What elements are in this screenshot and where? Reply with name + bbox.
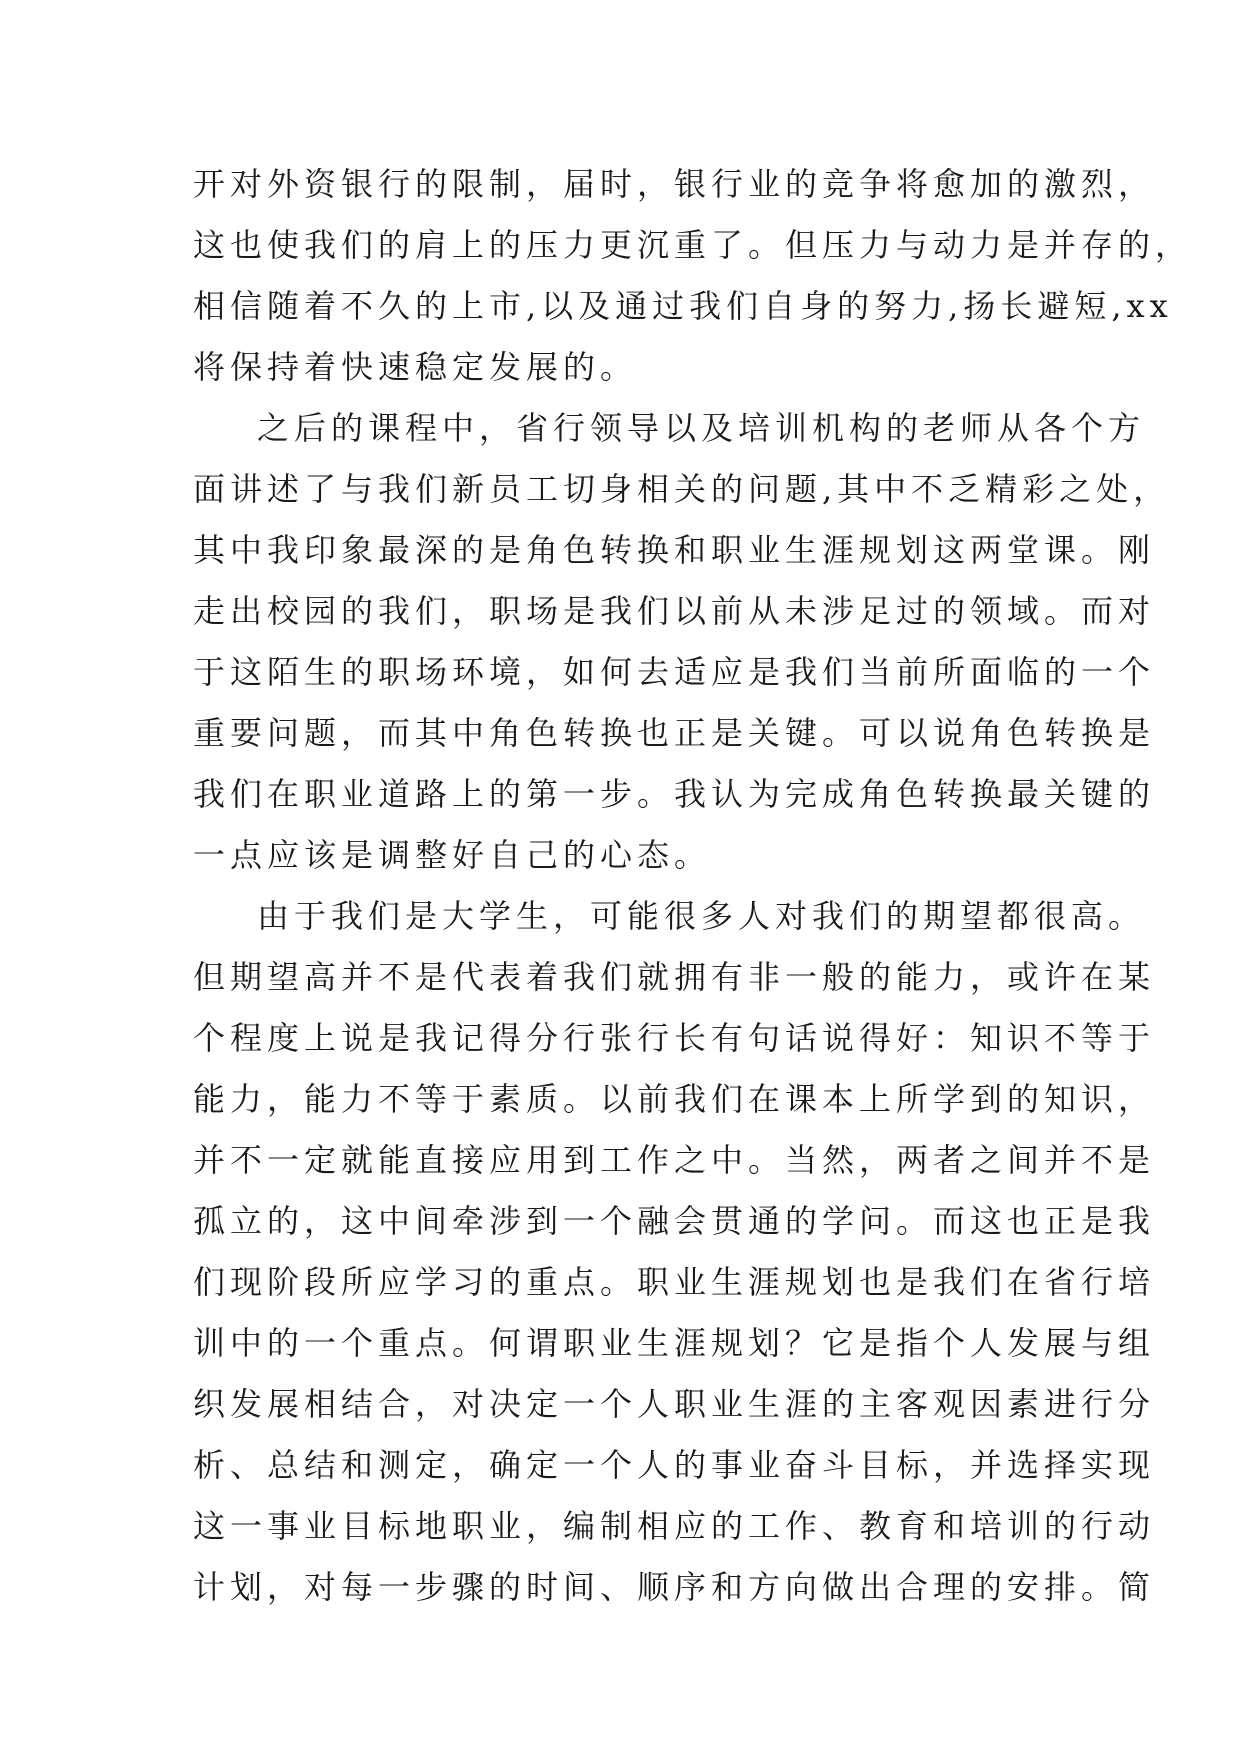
text-line: 将保持着快速稳定发展的。 <box>193 348 638 386</box>
text-line: 织发展相结合，对决定一个人职业生涯的主客观因素进行分 <box>193 1385 1156 1423</box>
paragraph-first-line: 由于我们是大学生，可能很多人对我们的期望都很高。 <box>257 897 1146 935</box>
text-line: 但期望高并不是代表着我们就拥有非一般的能力，或许在某 <box>193 958 1156 996</box>
text-line: 析、总结和测定，确定一个人的事业奋斗目标，并选择实现 <box>193 1446 1156 1484</box>
text-line: 相信随着不久的上市,以及通过我们自身的努力,扬长避短,xx <box>193 287 1173 325</box>
text-line: 这也使我们的肩上的压力更沉重了。但压力与动力是并存的， <box>193 226 1193 264</box>
text-line: 个程度上说是我记得分行张行长有句话说得好：知识不等于 <box>193 1019 1156 1057</box>
text-line: 们现阶段所应学习的重点。职业生涯规划也是我们在省行培 <box>193 1263 1156 1301</box>
text-line: 开对外资银行的限制，届时，银行业的竞争将愈加的激烈， <box>193 165 1156 203</box>
text-line: 能力，能力不等于素质。以前我们在课本上所学到的知识， <box>193 1080 1156 1118</box>
text-line: 计划，对每一步骤的时间、顺序和方向做出合理的安排。简 <box>193 1568 1156 1606</box>
text-line: 我们在职业道路上的第一步。我认为完成角色转换最关键的 <box>193 775 1156 813</box>
body-text <box>193 154 1193 1618</box>
text-line: 一点应该是调整好自己的心态。 <box>193 836 712 874</box>
text-line: 孤立的，这中间牵涉到一个融会贯通的学问。而这也正是我 <box>193 1202 1156 1240</box>
text-line: 走出校园的我们，职场是我们以前从未涉足过的领域。而对 <box>193 592 1156 630</box>
text-line: 重要问题，而其中角色转换也正是关键。可以说角色转换是 <box>193 714 1156 752</box>
text-line: 面讲述了与我们新员工切身相关的问题,其中不乏精彩之处， <box>193 470 1171 508</box>
text-line: 其中我印象最深的是角色转换和职业生涯规划这两堂课。刚 <box>193 531 1156 569</box>
paragraph-first-line: 之后的课程中，省行领导以及培训机构的老师从各个方 <box>257 409 1146 447</box>
text-line: 这一事业目标地职业，编制相应的工作、教育和培训的行动 <box>193 1507 1156 1545</box>
text-line: 训中的一个重点。何谓职业生涯规划？它是指个人发展与组 <box>193 1324 1156 1362</box>
text-line: 于这陌生的职场环境，如何去适应是我们当前所面临的一个 <box>193 653 1156 691</box>
text-line: 并不一定就能直接应用到工作之中。当然，两者之间并不是 <box>193 1141 1156 1179</box>
